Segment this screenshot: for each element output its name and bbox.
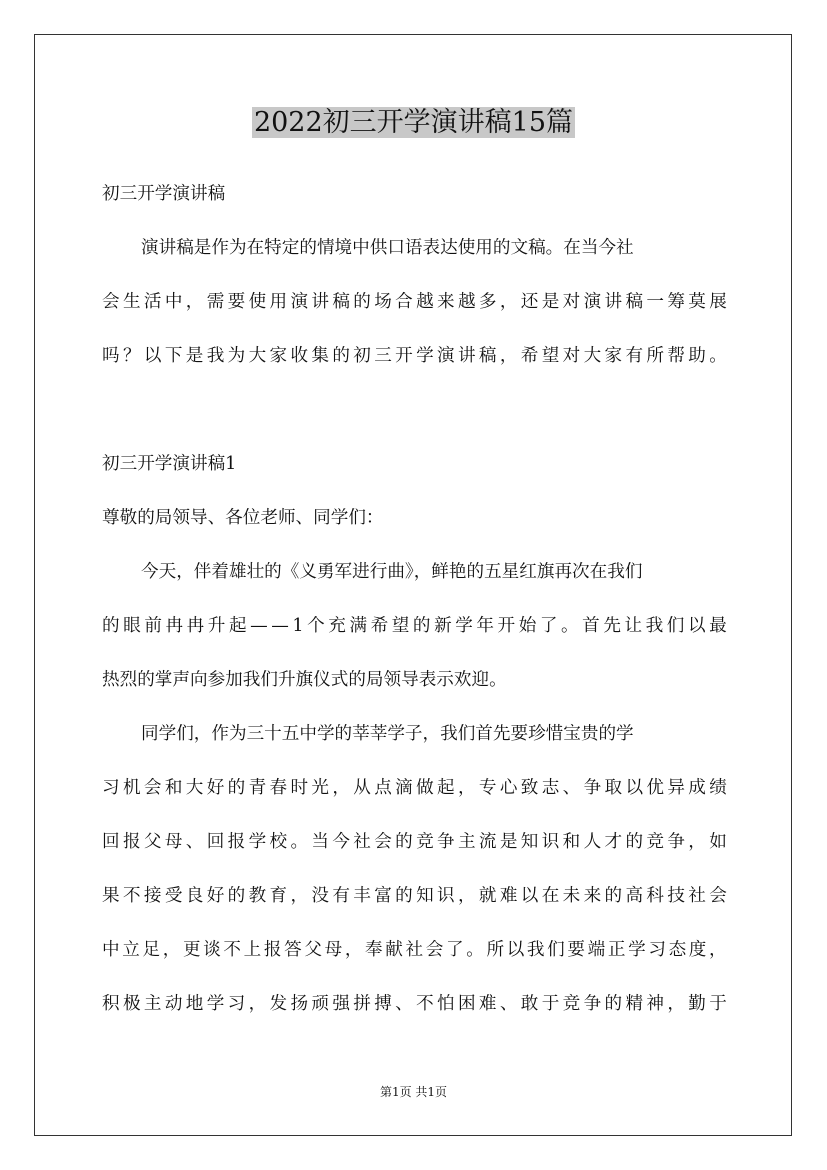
paragraph-line: 今天，伴着雄壮的《义勇军进行曲》，鲜艳的五星红旗再次在我们 (141, 562, 643, 582)
page-footer: 第1页 共1页 (379, 1085, 448, 1099)
paragraph-line: 的 眼 前 冉 冉 升 起 — — 1 个 充 满 希 望 的 新 学 年 开 始 了 。 首 先 让 我 们 以 最 (102, 616, 727, 636)
paragraph-line: 吗 ？ 以 下 是 我 为 大 家 收 集 的 初 三 开 学 演 讲 稿 ， 希 望 对 大 家 有 所 帮 助 。 (102, 346, 727, 366)
section-heading: 初三开学演讲稿 (102, 184, 226, 204)
paragraph-line: 回 报 父 母 、 回 报 学 校 。 当 今 社 会 的 竞 争 主 流 是 知 识 和 人 才 的 竞 争 ， 如 (102, 832, 727, 852)
section-heading: 初三开学演讲稿1 (102, 454, 237, 474)
document-title: 2022初三开学演讲稿15篇 (253, 107, 574, 138)
document-title-container (0, 104, 827, 142)
paragraph-line: 果 不 接 受 良 好 的 教 育 ， 没 有 丰 富 的 知 识 ， 就 难 以 在 未 来 的 高 科 技 社 会 (102, 886, 727, 906)
paragraph-line: 中 立 足 ， 更 谈 不 上 报 答 父 母 ， 奉 献 社 会 了 。 所 以 我 们 要 端 正 学 习 态 度 ， (102, 940, 727, 960)
salutation-line: 尊敬的局领导、各位老师、同学们： (102, 508, 384, 528)
paragraph-line: 习 机 会 和 大 好 的 青 春 时 光 ， 从 点 滴 做 起 ， 专 心 致 志 、 争 取 以 优 异 成 绩 (102, 778, 727, 798)
paragraph-line: 会 生 活 中 ， 需 要 使 用 演 讲 稿 的 场 合 越 来 越 多 ， 还 是 对 演 讲 稿 一 筹 莫 展 (102, 292, 727, 312)
paragraph-line: 积 极 主 动 地 学 习 ， 发 扬 顽 强 拼 搏 、 不 怕 困 难 、 敢 于 竞 争 的 精 神 ， 勤 于 (102, 994, 727, 1014)
paragraph-line: 演讲稿是作为在特定的情境中供口语表达使用的文稿。在当今社 (141, 238, 634, 258)
paragraph-line: 热烈的掌声向参加我们升旗仪式的局领导表示欢迎。 (102, 670, 507, 690)
paragraph-line: 同学们，作为三十五中学的莘莘学子，我们首先要珍惜宝贵的学 (141, 724, 634, 744)
